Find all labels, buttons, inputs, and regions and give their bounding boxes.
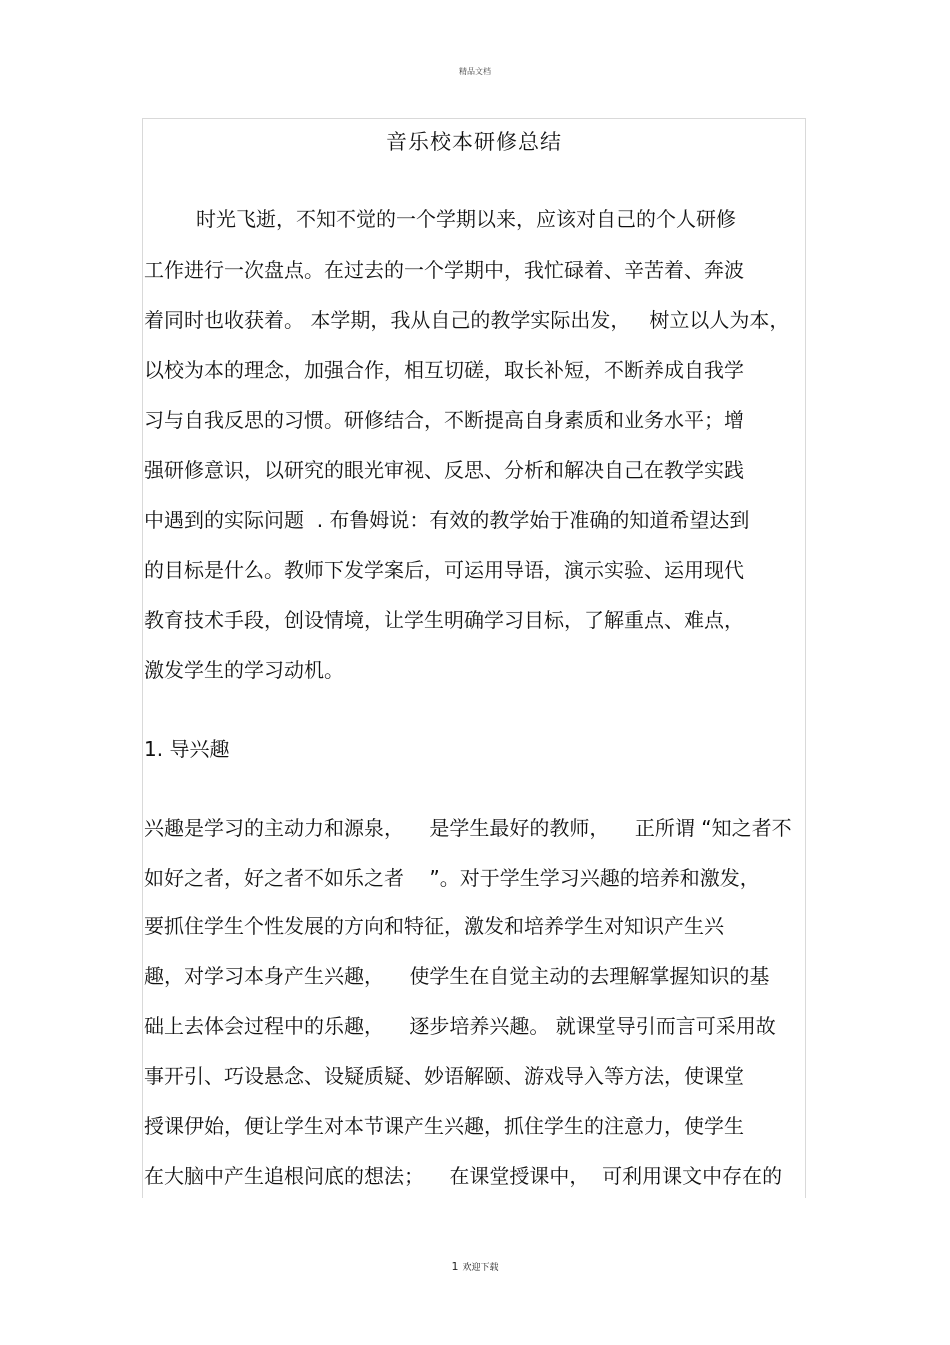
- paragraph-line: 授课伊始，便让学生对本节课产生兴趣，抓住学生的注意力，使学生: [144, 1114, 744, 1138]
- paragraph-line: 着同时也收获着。 本学期，我从自己的教学实际出发， 树立以人为本，: [144, 308, 790, 332]
- paragraph-line: 教育技术手段，创设情境，让学生明确学习目标，了解重点、难点，: [144, 608, 744, 632]
- paragraph-line: 趣，对学习本身产生兴趣， 使学生在自觉主动的去理解掌握知识的基: [144, 964, 770, 988]
- paragraph-line: 以校为本的理念，加强合作，相互切磋，取长补短，不断养成自我学: [144, 358, 744, 382]
- header-note: 精品文档: [459, 67, 491, 76]
- paragraph-line: 如好之者，好之者不如乐之者 ”。对于学生学习兴趣的培养和激发，: [144, 866, 760, 890]
- paragraph-line: 的目标是什么。教师下发学案后，可运用导语，演示实验、运用现代: [144, 558, 744, 582]
- paragraph-line: 强研修意识，以研究的眼光审视、反思、分析和解决自己在教学实践: [144, 458, 744, 482]
- paragraph-line: 兴趣是学习的主动力和源泉， 是学生最好的教师， 正所谓 “知之者不: [144, 816, 792, 840]
- paragraph-line: 中遇到的实际问题 . 布鲁姆说：有效的教学始于准确的知道希望达到: [144, 508, 750, 532]
- document-title: 音乐校本研修总结: [386, 130, 562, 154]
- paragraph-line: 事开引、巧设悬念、设疑质疑、妙语解颐、游戏导入等方法，使课堂: [144, 1064, 744, 1088]
- paragraph-line: 工作进行一次盘点。在过去的一个学期中，我忙碌着、辛苦着、奔波: [144, 258, 744, 282]
- paragraph-line: 在大脑中产生追根问底的想法； 在课堂授课中， 可利用课文中存在的: [144, 1164, 783, 1188]
- paragraph-line: 时光飞逝，不知不觉的一个学期以来，应该对自己的个人研修: [196, 207, 736, 231]
- paragraph-line: 要抓住学生个性发展的方向和特征，激发和培养学生对知识产生兴: [144, 914, 724, 938]
- section-heading: 1. 导兴趣: [144, 737, 230, 761]
- page-footer: [0, 1260, 950, 1273]
- paragraph-line: 激发学生的学习动机。: [144, 658, 344, 682]
- footer-text: 欢迎下载: [462, 1263, 499, 1273]
- paragraph-line: 础上去体会过程中的乐趣， 逐步培养兴趣。 就课堂导引而言可采用故: [144, 1014, 776, 1038]
- paragraph-line: 习与自我反思的习惯。研修结合，不断提高自身素质和业务水平；增: [144, 408, 744, 432]
- page-number: 1: [451, 1260, 459, 1273]
